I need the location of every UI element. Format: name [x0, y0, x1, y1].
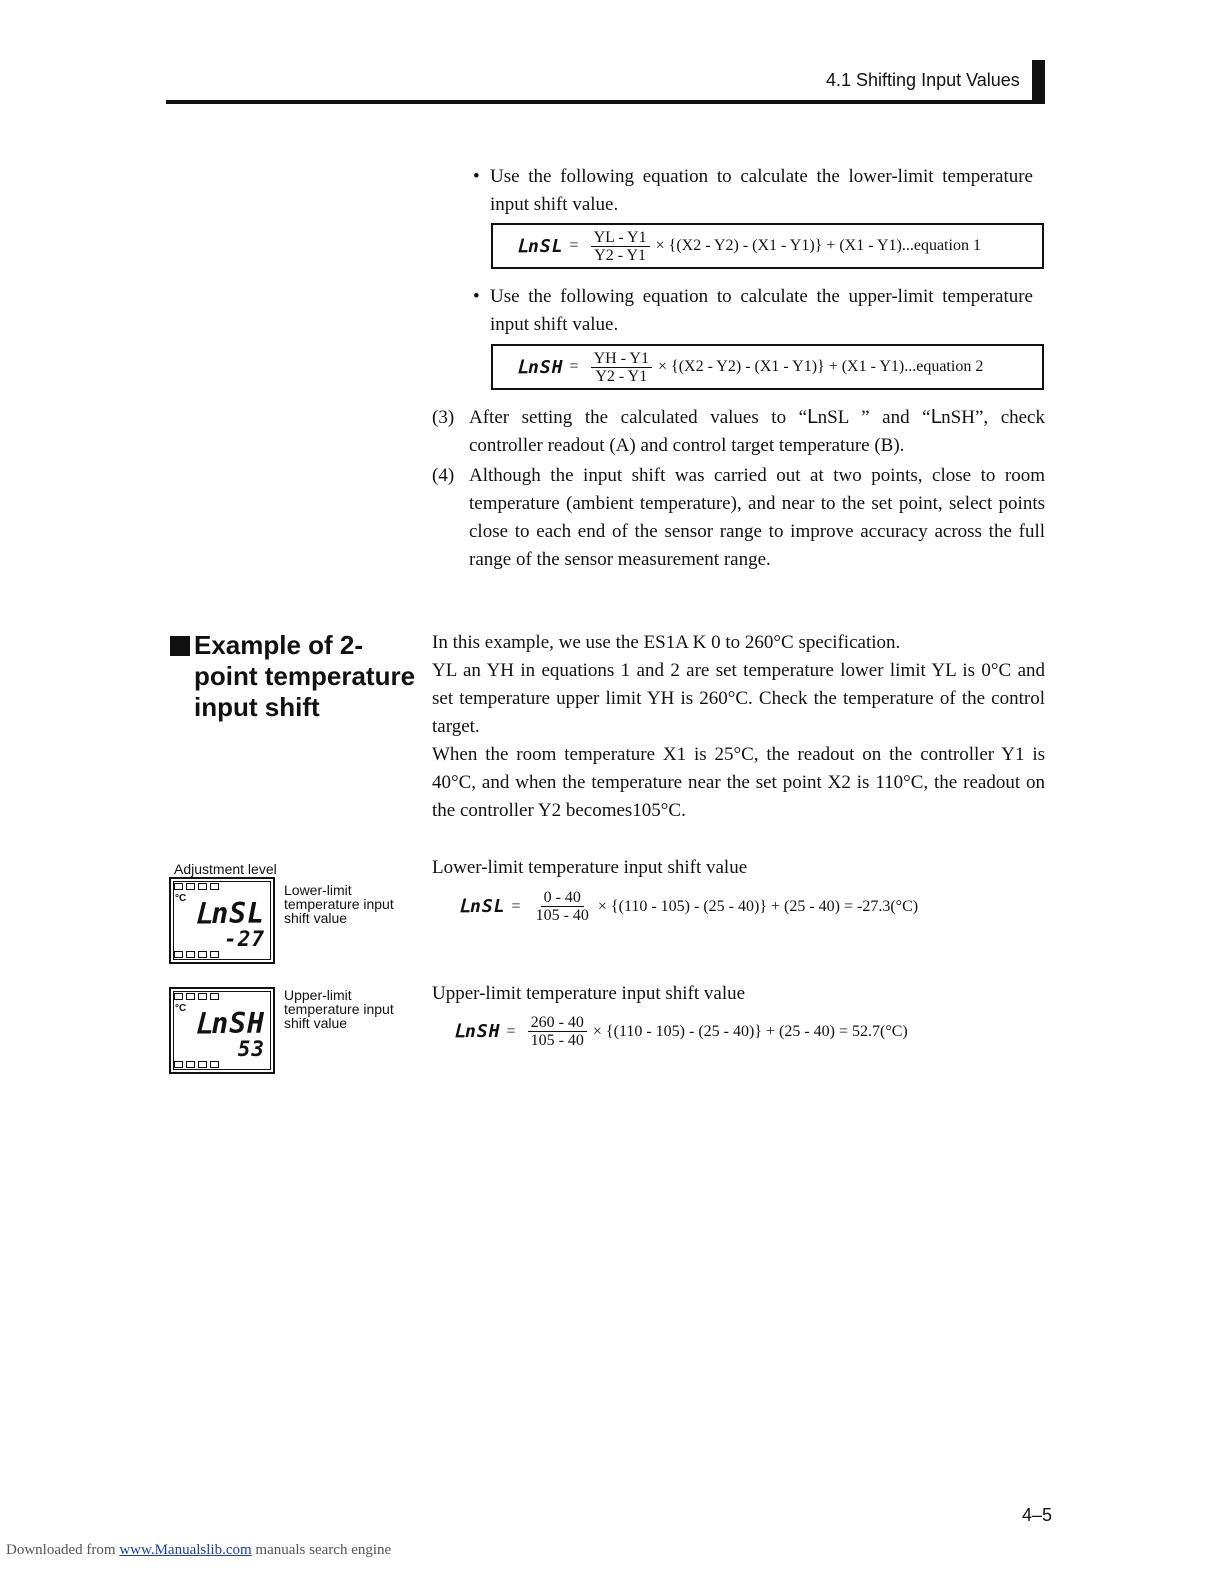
calc-upper-equation — [454, 1014, 908, 1049]
numerator: 260 - 40 — [528, 1014, 587, 1032]
step-3 — [432, 404, 1045, 460]
fraction — [591, 229, 650, 264]
example-body — [432, 629, 1045, 825]
equation-1-box — [491, 223, 1044, 269]
fraction — [591, 350, 652, 385]
example-paragraph: YL an YH in equations 1 and 2 are set temperature lower limit YL is 0°C and set temperature upper limit YH is 260°C. Check the temperature of the control target. — [432, 660, 1045, 737]
footer-suffix: manuals search engine — [251, 1542, 392, 1558]
equals-sign: = — [511, 897, 521, 915]
denominator: 105 - 40 — [530, 1032, 584, 1049]
param-insh: ᒪnSH — [454, 1021, 501, 1042]
equals-sign: = — [569, 358, 579, 375]
caption-upper: Upper-limit temperature input shift value — [284, 987, 394, 1031]
denominator: 105 - 40 — [535, 907, 589, 924]
param-insh: ᒪnSH — [517, 356, 564, 378]
lcd-parameter: ᒪnSH — [194, 1007, 265, 1040]
step-4 — [432, 462, 1045, 574]
indicator-row-top — [174, 993, 219, 1000]
section-heading — [170, 630, 420, 723]
running-header: 4.1 Shifting Input Values — [826, 70, 1020, 90]
bullet-text: Use the following equation to calculate the upper-limit temperature input shift value. — [490, 286, 1033, 335]
equals-sign: = — [569, 237, 579, 254]
param-insl: ᒪnSL — [517, 235, 564, 257]
bullet-dot: • — [473, 286, 480, 307]
bullet-upper-limit — [473, 283, 1033, 339]
indicator-row-bottom — [174, 1061, 219, 1068]
calc-lower-equation — [459, 889, 918, 924]
caption-lower: Lower-limit temperature input shift value — [284, 882, 394, 926]
bullet-text: Use the following equation to calculate the lower-limit temperature input shift value. — [490, 166, 1033, 215]
fraction — [533, 889, 592, 924]
calc-lower-title: Lower-limit temperature input shift value — [432, 857, 748, 878]
equals-sign: = — [506, 1022, 516, 1040]
equation-remainder: × {(110 - 105) - (25 - 40)} + (25 - 40) = 52.7(°C) — [592, 1022, 908, 1040]
bullet-lower-limit — [473, 163, 1033, 219]
step-number: (3) — [432, 407, 455, 428]
adjustment-level-label: Adjustment level — [174, 861, 277, 877]
header-rule — [166, 100, 1045, 104]
lcd-parameter: ᒪnSL — [194, 897, 265, 930]
equation-2-box — [491, 344, 1044, 390]
section-heading-text: Example of 2-point temperature input shift — [194, 630, 416, 722]
fraction — [528, 1014, 587, 1049]
step-text: Although the input shift was carried out at two points, close to room temperature (ambient temperature), and near to the set point, select points close to each end of the sensor range to improve accuracy across the full range of the sensor measurement range. — [469, 465, 1045, 570]
example-paragraph: In this example, we use the ES1A K 0 to 260°C specification. — [432, 632, 901, 653]
example-paragraph: When the room temperature X1 is 25°C, the readout on the controller Y1 is 40°C, and when the temperature near the set point X2 is 110°C, the readout on the controller Y2 becomes105°C. — [432, 744, 1045, 821]
unit-indicator: °C — [175, 893, 187, 904]
heading-square-icon — [170, 636, 190, 656]
denominator: Y2 - Y1 — [595, 367, 648, 385]
step-text: After setting the calculated values to “ᒪnSL ” and “ᒪnSH”, check controller readout (A) and control target temperature (B). — [469, 407, 1045, 456]
equation-remainder: × {(110 - 105) - (25 - 40)} + (25 - 40) = -27.3(°C) — [597, 897, 919, 915]
numerator: YL - Y1 — [591, 229, 650, 247]
header-marker-bar — [1032, 60, 1045, 104]
indicator-row-bottom — [174, 951, 219, 958]
download-footer — [6, 1542, 391, 1559]
lcd-display-upper — [169, 987, 275, 1074]
step-number: (4) — [432, 465, 455, 486]
lcd-value: -27 — [224, 927, 265, 951]
lcd-display-lower — [169, 877, 275, 964]
calc-upper-title: Upper-limit temperature input shift value — [432, 983, 746, 1004]
bullet-dot: • — [473, 166, 480, 187]
param-insl: ᒪnSL — [459, 896, 506, 917]
indicator-row-top — [174, 883, 219, 890]
unit-indicator: °C — [175, 1003, 187, 1014]
footer-prefix: Downloaded from — [6, 1542, 120, 1558]
lcd-value: 53 — [237, 1037, 265, 1061]
equation-remainder: × {(X2 - Y2) - (X1 - Y1)} + (X1 - Y1)...equation 2 — [657, 358, 984, 375]
footer-link[interactable]: www.Manualslib.com — [119, 1542, 252, 1558]
numerator: YH - Y1 — [591, 350, 652, 368]
equation-remainder: × {(X2 - Y2) - (X1 - Y1)} + (X1 - Y1)...equation 1 — [655, 237, 981, 254]
numerator: 0 - 40 — [541, 889, 584, 907]
denominator: Y2 - Y1 — [594, 246, 647, 264]
page-number: 4–5 — [1022, 1505, 1053, 1525]
